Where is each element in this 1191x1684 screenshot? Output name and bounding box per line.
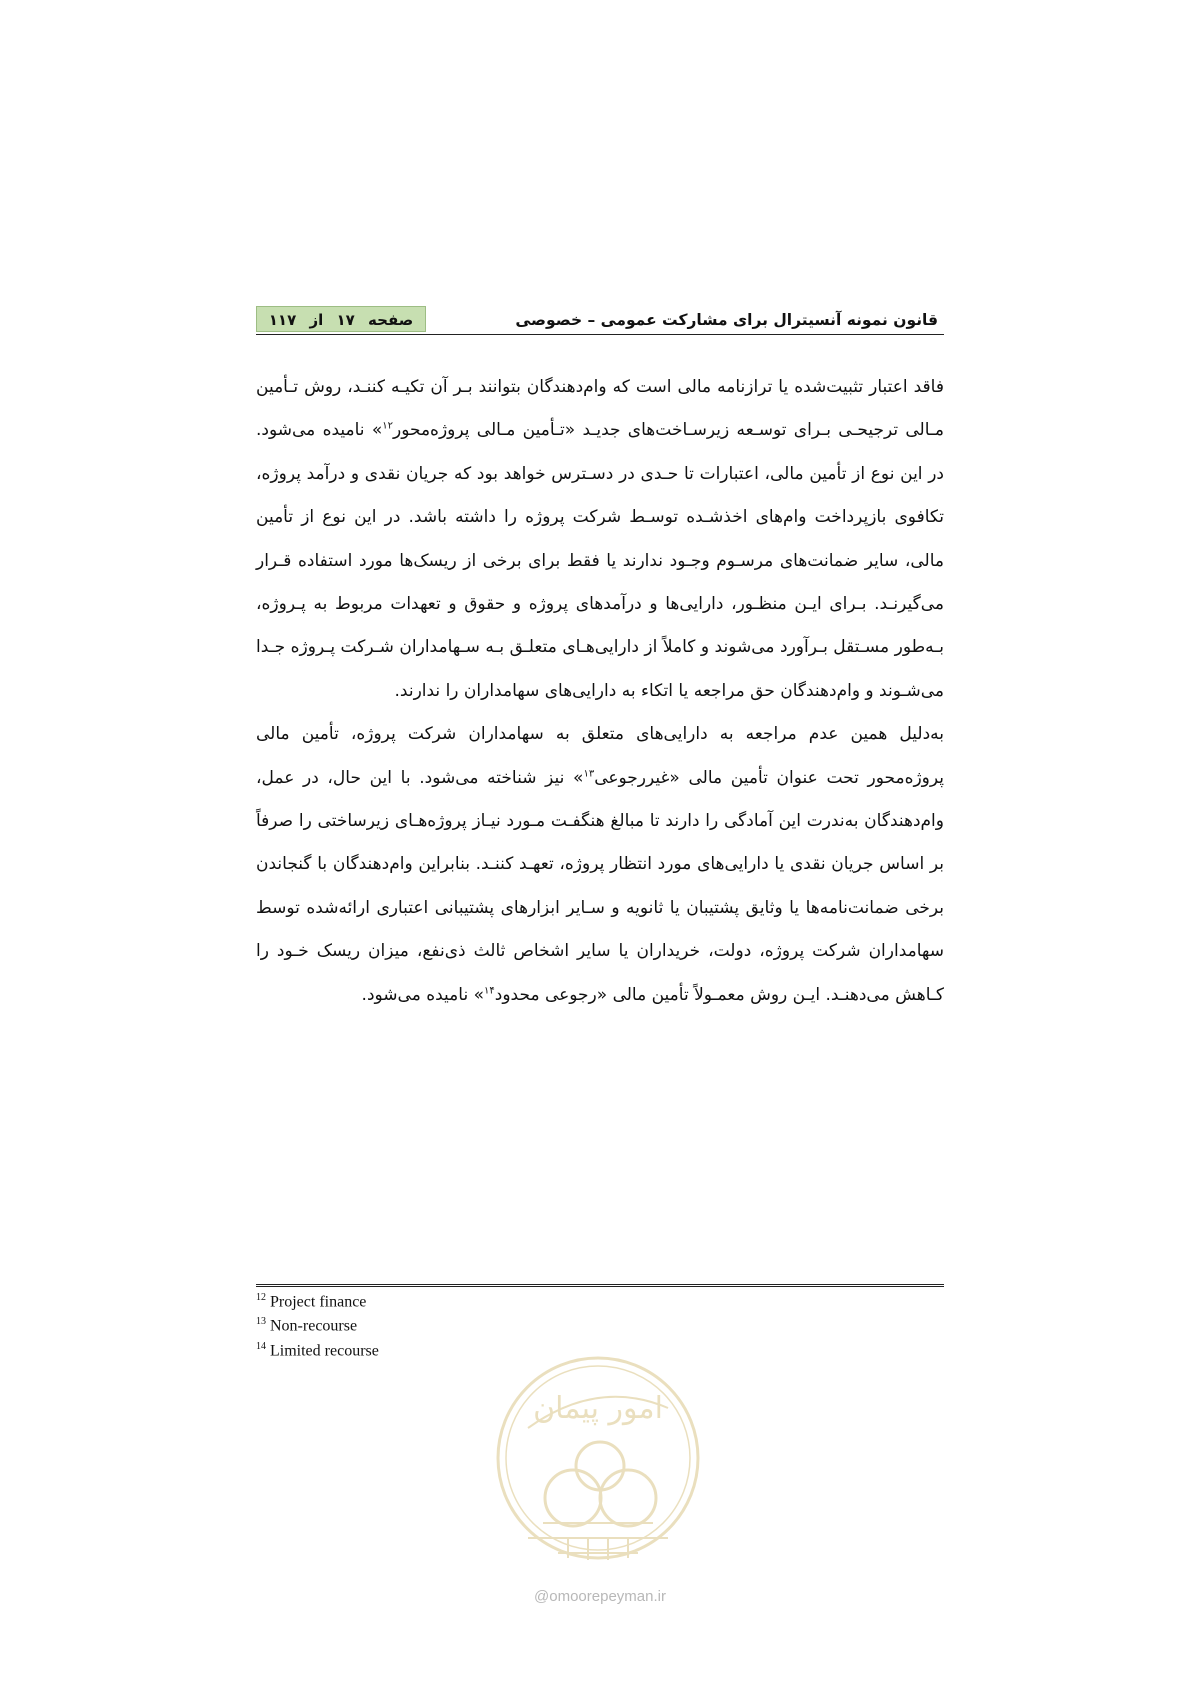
footnote-item xyxy=(256,1288,656,1312)
page-of: از xyxy=(309,311,324,329)
footnote-number: 13 xyxy=(256,1316,266,1328)
footnote-text: Limited recourse xyxy=(270,1341,379,1359)
paragraph-1 xyxy=(256,366,944,713)
page-total: ۱۱۷ xyxy=(268,311,297,329)
watermark-logo xyxy=(488,1348,708,1568)
body-text xyxy=(256,366,944,1017)
paragraph-1-text-a: فاقد اعتبار تثبیت‌شده یا ترازنامه مالی است که وام‌دهندگان بتوانند بـر آن تکیـه کننـد، روش تـأمین مـالی ترجیحـی بـرای توسـعه زیرسـاخت‌های جدیـد «تـأمین مـالی پروژه‌محور xyxy=(256,377,944,441)
document-title: قانون نمونه آنسیترال برای مشارکت عمومی – خصوصی xyxy=(515,311,938,329)
footnote-text: Project finance xyxy=(270,1293,367,1311)
footnote-ref-12[interactable]: ۱۲ xyxy=(382,420,393,432)
footnote-divider xyxy=(256,1284,944,1287)
paragraph-2-text-a: به‌دلیل همین عدم مراجعه به دارایی‌های متعلق به سهامداران شرکت پروژه، تأمین مالی پروژه‌محور تحت عنوان تأمین مالی «غیررجوعی xyxy=(256,724,945,788)
footnote-number: 12 xyxy=(256,1292,266,1303)
footnote-text: Non-recourse xyxy=(270,1317,358,1335)
paragraph-1-text-b: » نامیده می‌شود. در این نوع از تأمین مالی، اعتبارات تا حـدی در دسـترس خواهد بود که جریان نقدی و درآمد پروژه، تکافوی بازپرداخت وام‌های اخذشـده توسـط شرکت پروژه را داشته باشد. در این نوع از تأمین مالی، سایر ضمانت‌های مرسـوم وجـود ندارند یا فقط برای برخی از ریسک‌ها مورد استفاده قـرار می‌گیرنـد. بـرای ایـن منظـور، دارایی‌ها و درآمدهای پروژه و حقوق و تعهدات مربوط به پـروژه، بـه‌طور مسـتقل بـرآورد می‌شوند و کاملاً از دارایی‌هـای متعلـق بـه سـهامداران شـرکت پـروژه جـدا می‌شـوند و وام‌دهندگان حق مراجعه یا اتکاء به دارایی‌های سهامداران را ندارند. xyxy=(256,420,944,701)
watermark-url: @omoorepeyman.ir xyxy=(534,1588,666,1605)
watermark-brand: امور پیمان xyxy=(533,1391,663,1426)
page-header xyxy=(256,306,944,335)
page-current: ۱۷ xyxy=(336,311,355,329)
footnote-ref-14[interactable]: ۱۴ xyxy=(484,985,495,997)
paragraph-2-text-c: » نامیده می‌شود. xyxy=(361,984,485,1005)
paragraph-2 xyxy=(256,713,944,1017)
paragraph-2-text-b: » نیز شناخته می‌شود. با این حال، در عمل، وام‌دهندگان به‌ندرت این آمادگی را دارند تا مبالغ هنگفـت مـورد نیـاز پروژه‌هـای زیرساختی را صرفاً بر اساس جریان نقدی یا دارایی‌های مورد انتظار پروژه، تعهـد کننـد. بنابراین وام‌دهندگان با گنجاندن برخی ضمانت‌نامه‌ها یا وثایق پشتیبان یا ثانویه و سـایر ابزارهای پشتیبانی اعتباری ارائه‌شده توسط سهامداران شرکت پروژه، دولت، خریداران یا سایر اشخاص ثالث ذی‌نفع، میزان ریسک خـود را کـاهش می‌دهنـد. ایـن روش معمـولاً تأمین مالی «رجوعی محدود xyxy=(256,767,944,1005)
page-word: صفحه xyxy=(368,311,414,329)
footnote-number: 14 xyxy=(256,1340,266,1352)
footnote-item xyxy=(256,1312,656,1336)
page-number-box xyxy=(256,306,426,332)
footnote-ref-13[interactable]: ۱۳ xyxy=(583,768,595,779)
